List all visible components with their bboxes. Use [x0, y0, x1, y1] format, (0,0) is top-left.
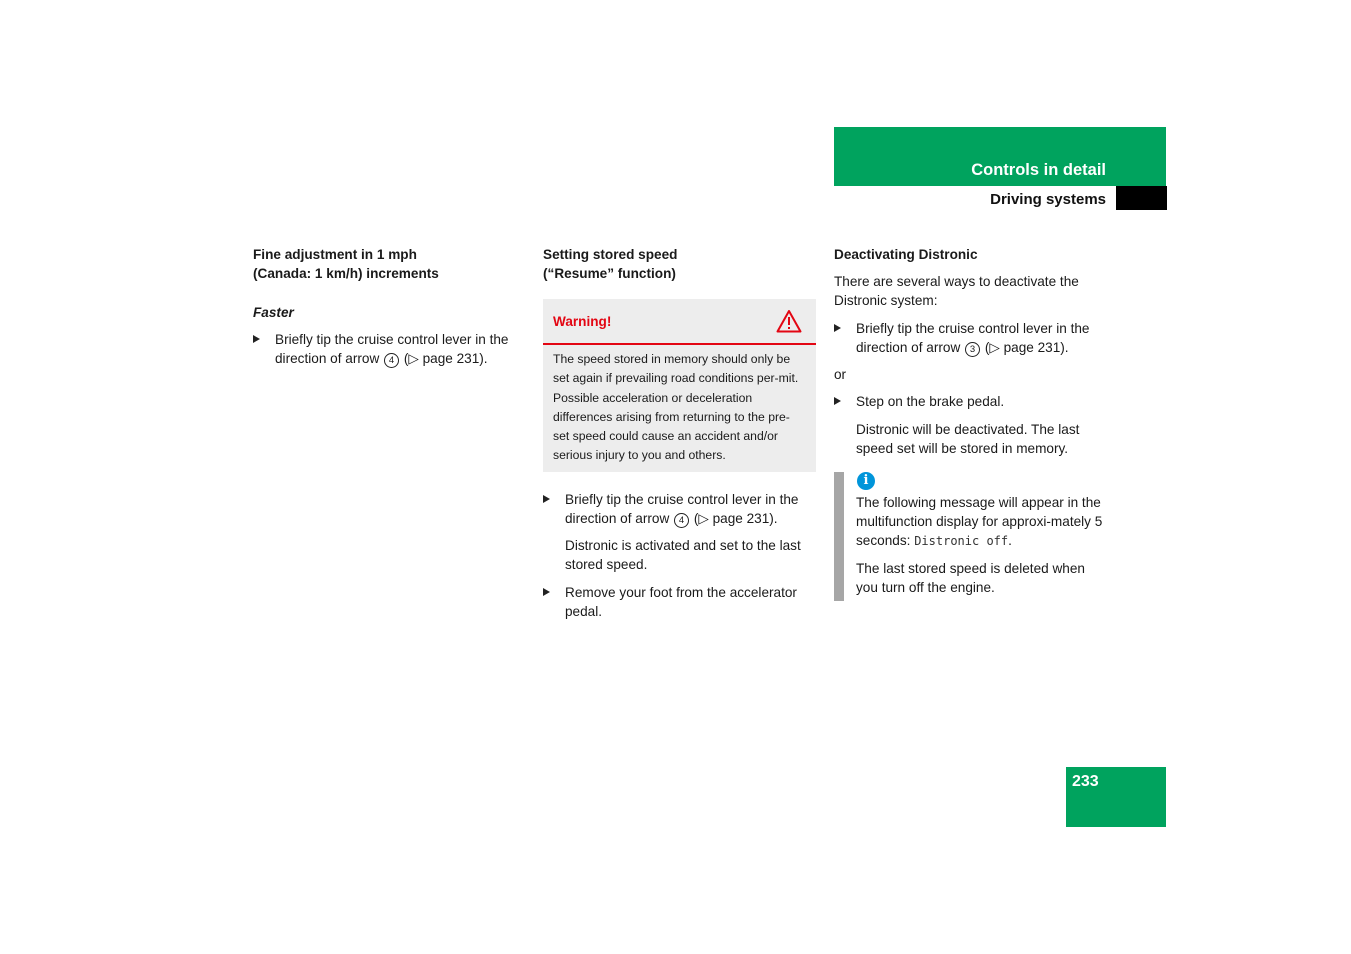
warning-box — [543, 299, 816, 472]
info-paragraph-engine: The last stored speed is deleted when you turn off the engine. — [856, 561, 1085, 595]
bullet-arrow-icon — [253, 335, 260, 343]
warning-triangle-icon — [776, 309, 802, 333]
step-remove-foot: Remove your foot from the accelerator pedal. — [543, 583, 816, 621]
arrow-number-badge: 4 — [674, 513, 689, 528]
heading-fine-adjustment: Fine adjustment in 1 mph (Canada: 1 km/h) increments — [253, 247, 439, 281]
info-box — [834, 472, 1106, 601]
warning-title: Warning! — [553, 314, 612, 329]
subsection-title: Driving systems — [990, 191, 1106, 208]
section-title: Controls in detail — [971, 161, 1106, 179]
page-number: 233 — [1072, 773, 1099, 790]
column-fine-adjustment — [253, 245, 525, 368]
step-result-deactivated: Distronic will be deactivated. The last speed set will be stored in memory. — [856, 422, 1080, 456]
step-tip-lever-faster: Briefly tip the cruise control lever in the direction of arrow 4 (▷ page 231). — [253, 330, 525, 368]
column-deactivating — [834, 245, 1106, 601]
info-paragraph-message: The following message will appear in the multifunction display for approxi-mately 5 seconds: Distronic off. — [856, 495, 1103, 548]
arrow-number-badge: 4 — [384, 353, 399, 368]
bullet-arrow-icon — [543, 495, 550, 503]
arrow-number-badge: 3 — [965, 342, 980, 357]
step-tip-lever-deactivate: Briefly tip the cruise control lever in the direction of arrow 3 (▷ page 231). — [834, 319, 1106, 357]
page-reference: (▷ page 231). — [984, 340, 1069, 355]
step-tip-lever-resume: Briefly tip the cruise control lever in the direction of arrow 4 (▷ page 231). — [543, 490, 816, 528]
heading-resume: Setting stored speed (“Resume” function) — [543, 247, 678, 281]
bullet-arrow-icon — [834, 324, 841, 332]
subheading-faster: Faster — [253, 305, 294, 320]
step-result-activated: Distronic is activated and set to the last stored speed. — [565, 537, 801, 572]
info-bar — [834, 472, 844, 601]
or-separator: or — [834, 367, 847, 382]
step-brake-pedal: Step on the brake pedal. — [834, 392, 1106, 411]
intro-text: There are several ways to deactivate the Distronic system: — [834, 274, 1079, 308]
page-reference: (▷ page 231). — [403, 351, 488, 366]
header-black-tab — [1116, 186, 1167, 210]
heading-deactivating: Deactivating Distronic — [834, 247, 978, 262]
page-reference: (▷ page 231). — [693, 510, 778, 526]
bullet-arrow-icon — [834, 397, 841, 405]
column-resume — [543, 245, 816, 621]
warning-header — [543, 299, 816, 345]
warning-body: The speed stored in memory should only be set again if prevailing road conditions per-mit. Possible acceleration or deceleration differences arising from returning to the pre-set speed could cause an accident and/or serious injury to you and others. — [553, 352, 799, 463]
display-message: Distronic off — [914, 534, 1009, 548]
info-icon: i — [857, 472, 875, 490]
bullet-arrow-icon — [543, 588, 550, 596]
